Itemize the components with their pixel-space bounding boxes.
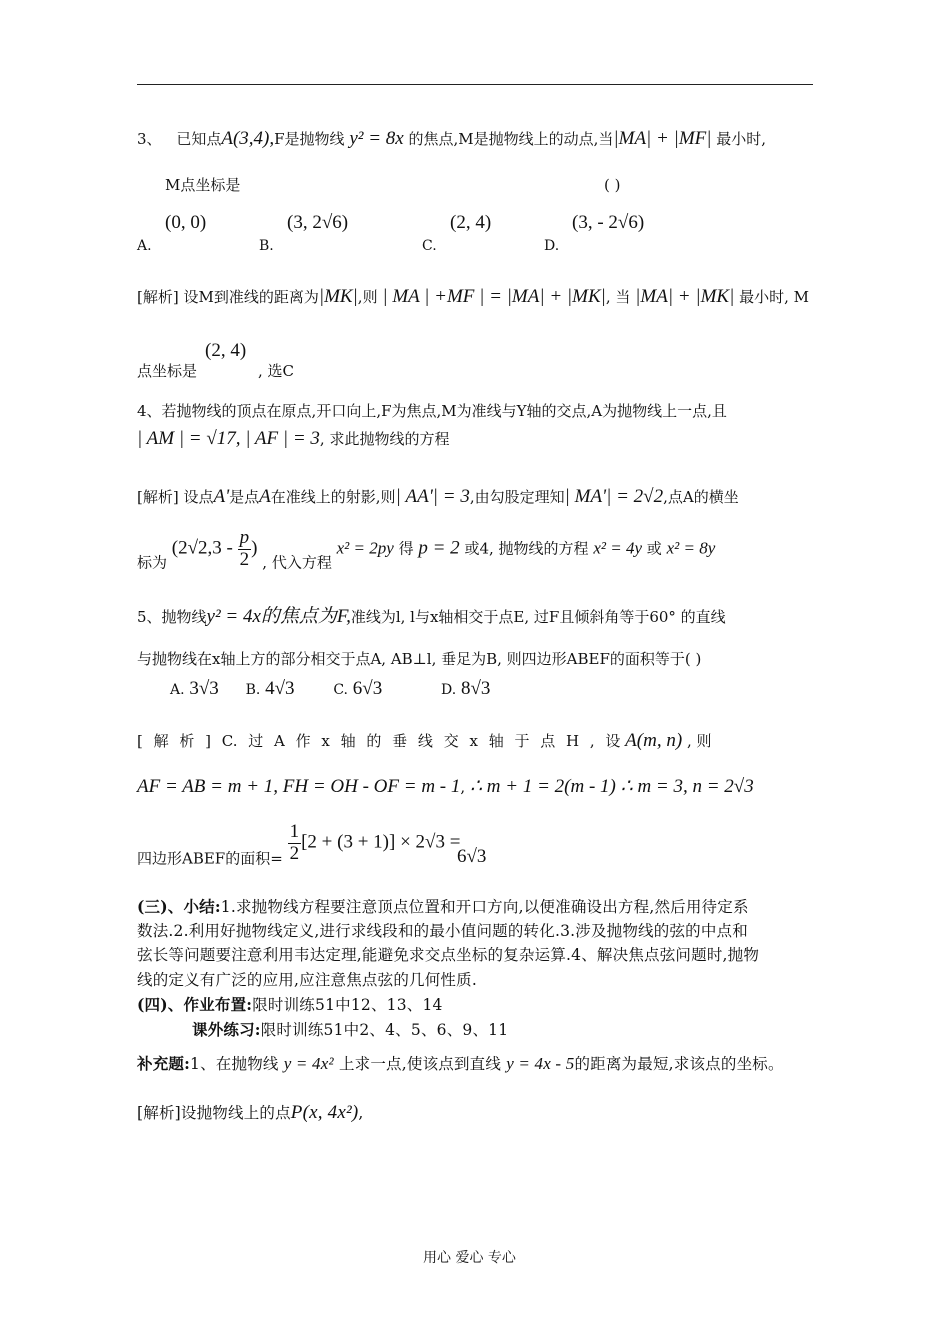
q3-answer-paren: ( ): [604, 176, 621, 194]
q3-line1: 3、 已知点A(3,4),F是抛物线 y² = 8x 的焦点,M是抛物线上的动点,当|MA| + |MF| 最小时,: [137, 128, 767, 149]
q3-option-d-value: (3, - 2√6): [572, 212, 645, 233]
q5-line1: 5、抛物线y² = 4x的焦点为F,准线为l, l与x轴相交于点E, 过F且倾斜角等于60° 的直线: [137, 606, 726, 627]
q3-option-a-value: (0, 0): [165, 212, 207, 233]
q3-option-b: B.: [259, 238, 274, 254]
summary-line2: 数法.2.利用好抛物线定义,进行求线段和的最小值问题的转化.3.涉及抛物线的弦的中点和: [137, 922, 748, 940]
q4-line1: 4、若抛物线的顶点在原点,开口向上,F为焦点,M为准线与Y轴的交点,A为抛物线上一点,且: [137, 402, 727, 420]
sol5-line1: [ 解 析 ] C. 过 A 作 x 轴 的 垂 线 交 x 轴 于 点 H , 设 A(m, n) , 则: [137, 730, 712, 751]
extra-solution: [解析]设抛物线上的点P(x, 4x²),: [137, 1102, 364, 1123]
q3-option-a: A.: [137, 238, 152, 254]
q3-option-c: C.: [422, 238, 437, 254]
q4-line2: | AM | = √17, | AF | = 3, 求此抛物线的方程: [137, 428, 450, 449]
page-footer: 用心 爱心 专心: [423, 1250, 516, 1266]
summary-line4: 线的定义有广泛的应用,应注意焦点弦的几何性质.: [137, 971, 477, 989]
sol3-choice: , 选C: [258, 362, 295, 380]
q3-line2: M点坐标是: [165, 176, 241, 194]
summary-line1: (三)、小结:1.求抛物线方程要注意顶点位置和开口方向,以便准确设出方程,然后用待定系: [137, 897, 749, 916]
sol3-line1: [解析] 设M到准线的距离为|MK|,则 | MA | +MF | = |MA| + |MK|, 当 |MA| + |MK| 最小时, M: [137, 286, 810, 307]
extra-line1: 补充题:1、在抛物线 y = 4x² 上求一点,使该点到直线 y = 4x - 5的距离为最短,求该点的坐标。: [137, 1054, 784, 1073]
sol5-fraction: $\frac{1}{2}$: [289, 821, 300, 864]
q3-option-d: D.: [544, 238, 560, 254]
summary-line3: 弦长等问题要注意利用韦达定理,能避免求交点坐标的复杂运算.4、解决焦点弦问题时,抛物: [137, 946, 760, 964]
sol4-fraction: $\frac{p}{2}$: [239, 527, 250, 570]
sol5-line2: AF = AB = m + 1, FH = OH - OF = m - 1, ∴ m + 1 = 2(m - 1) ∴ m = 3, n = 2√3: [137, 776, 754, 797]
q3-number: 3、: [137, 130, 162, 148]
q3-option-b-value: (3, 2√6): [287, 212, 349, 233]
q3-sum: |MA| + |MF|: [613, 128, 712, 149]
homework-line1: (四)、作业布置:限时训练51中12、13、14: [137, 995, 443, 1014]
sol3-line2: 点坐标是: [137, 362, 198, 380]
q5-options: A. 3√3 B. 4√3 C. 6√3 D. 8√3: [170, 678, 491, 699]
sol4-line1: [解析] 设点A'是点A在准线上的射影,则| AA'| = 3,由勾股定理知| MA'| = 2√2,点A的横坐: [137, 486, 739, 507]
sol5-line3: 四边形ABEF的面积= $\frac{1}{2}$ [2 + (3 + 1)] × 2√3 =: [137, 821, 461, 868]
sol5-result: 6√3: [457, 846, 487, 867]
sol4-line2: 标为 (2√2,3 - $\frac{p}{2}$ ) , 代入方程 x² = 2py 得 p = 2 或4, 抛物线的方程 x² = 4y 或 x² = 8y: [137, 527, 716, 572]
q5-line2: 与抛物线在x轴上方的部分相交于点A, AB⊥l, 垂足为B, 则四边形ABEF的面积等于( ): [137, 650, 702, 668]
homework-line2: 课外练习:限时训练51中2、4、5、6、9、11: [192, 1020, 509, 1039]
q3-option-c-value: (2, 4): [450, 212, 492, 233]
header-rule: [137, 84, 813, 85]
q3-parabola: y² = 8x: [349, 128, 404, 149]
q3-point-a: A(3,4),: [221, 128, 275, 149]
sol3-answer-value: (2, 4): [205, 340, 247, 361]
